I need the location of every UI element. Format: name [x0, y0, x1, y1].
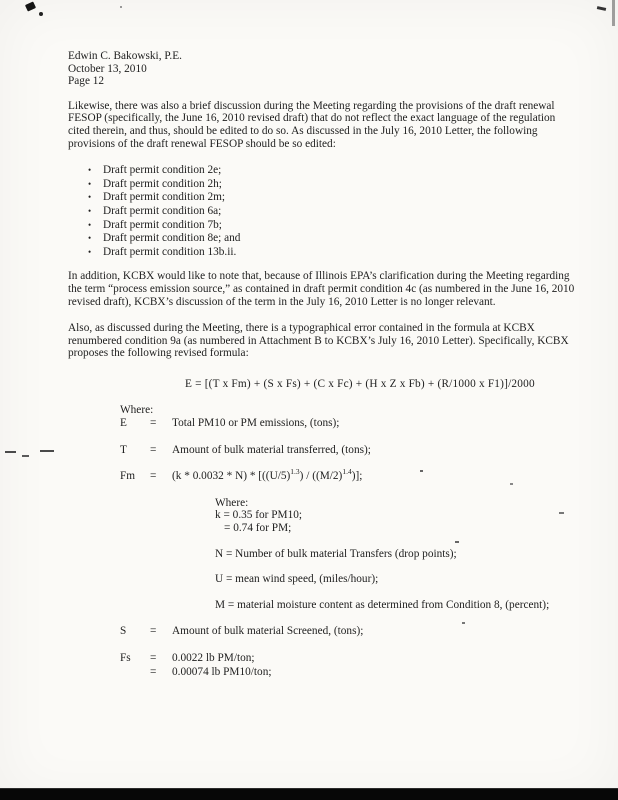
bullet-icon: •: [88, 178, 92, 189]
bullet-text: Draft permit condition 2h;: [103, 177, 222, 190]
definition-M: M = material moisture content as determined from Condition 8, (percent);: [215, 598, 550, 611]
equals-sign: =: [150, 665, 157, 678]
where-label: Where:: [215, 496, 249, 509]
definition-text: 0.00074 lb PM10/ton;: [172, 665, 272, 678]
definition-row-S: [120, 625, 577, 638]
bullet-icon: •: [88, 165, 92, 176]
definition-text: Amount of bulk material Screened, (tons);: [172, 625, 364, 638]
scan-artifact: [39, 12, 43, 16]
bullet-icon: •: [88, 219, 92, 230]
bullet-item: [88, 164, 577, 177]
bullet-item: [88, 205, 577, 218]
bullet-item: [88, 191, 577, 204]
scan-bottom-edge: [0, 788, 618, 800]
page-number: Page 12: [68, 75, 105, 88]
definition-symbol: Fm: [120, 470, 136, 483]
nested-definitions: [215, 497, 577, 612]
bullet-icon: •: [88, 233, 92, 244]
bullet-list: [88, 164, 577, 258]
bullet-text: Draft permit condition 7b;: [103, 218, 222, 231]
equals-sign: =: [150, 417, 157, 430]
where-label: Where:: [120, 404, 154, 417]
definition-text: Total PM10 or PM emissions, (tons);: [172, 417, 340, 430]
scan-artifact: [40, 450, 54, 452]
equals-sign: =: [150, 443, 157, 456]
bullet-text: Draft permit condition 13b.ii.: [103, 245, 237, 258]
letter-date: October 13, 2010: [68, 62, 147, 75]
scan-artifact: [597, 6, 606, 11]
bullet-item: [88, 178, 577, 191]
bullet-icon: •: [88, 192, 92, 203]
definition-symbol: Fs: [120, 652, 131, 664]
bullet-item: [88, 219, 577, 232]
equals-sign: =: [150, 652, 157, 664]
scan-artifact: [612, 0, 615, 26]
bullet-item: [88, 246, 577, 259]
definition-row-T: [120, 444, 577, 457]
revised-formula: E = [(T x Fm) + (S x Fs) + (C x Fc) + (H x Z x Fb) + (R/1000 x F1)]/2000: [185, 377, 535, 390]
letter-content: [68, 50, 577, 679]
bullet-text: Draft permit condition 6a;: [103, 204, 222, 217]
scan-artifact: [25, 1, 36, 11]
fm-exponent-2: 1.4: [342, 467, 352, 477]
paragraph-likewise: Likewise, there was also a brief discussion during the Meeting regarding the provisions of the draft renewal FESOP (specifically, the June 16, 2010 revised draft) that do not reflect the exact language of the regulation cited therein, and thus, should be edited to do so. As discussed in the July 16, 2010 Letter, the following provisions of the draft renewal FESOP should be so edited:: [68, 99, 556, 150]
fm-expression-pre: (k * 0.0032 * N) * [((U/5): [172, 470, 291, 483]
equals-sign: =: [150, 625, 157, 638]
definition-symbol: T: [120, 443, 127, 456]
scan-artifact: [120, 6, 122, 8]
bullet-icon: •: [88, 205, 92, 216]
definition-symbol: [120, 666, 150, 679]
paragraph-also: Also, as discussed during the Meeting, there is a typographical error contained in the formula at KCBX renumbered condition 9a (as numbered in Attachment B to KCBX’s July 16, 2010 Letter). Specifically, KCBX proposes the following revised formula:: [68, 322, 569, 360]
k-value-pm10: k = 0.35 for PM10;: [215, 509, 303, 522]
definition-row-Fs: [120, 652, 577, 665]
equals-sign: =: [150, 470, 157, 483]
definition-symbol: E: [120, 417, 127, 430]
fs-definition-block: [120, 652, 577, 678]
definition-row-E: [120, 417, 577, 430]
scan-artifact: [22, 455, 29, 457]
bullet-text: Draft permit condition 2m;: [103, 191, 226, 204]
fm-exponent-1: 1.3: [290, 467, 300, 477]
definition-U: U = mean wind speed, (miles/hour);: [215, 573, 379, 586]
addressee-name: Edwin C. Bakowski, P.E.: [68, 50, 182, 62]
bullet-item: [88, 232, 577, 245]
fm-expression-post: )];: [351, 470, 363, 483]
bullet-text: Draft permit condition 8e; and: [103, 232, 241, 245]
paragraph-in-addition: In addition, KCBX would like to note that, because of Illinois EPA’s clarification during the Meeting regarding the term “process emission source,” as contained in draft permit condition 4c (as numbered in the June 16, 2010 revised draft), KCBX’s discussion of the term in the July 16, 2010 Letter is no longer relevant.: [68, 270, 575, 308]
fm-expression-mid: ) / ((M/2): [299, 470, 343, 483]
definitions-list: [120, 417, 577, 678]
definition-row-Fs-2: [120, 666, 577, 679]
letter-header: [68, 50, 577, 88]
scan-artifact: [5, 451, 16, 453]
definition-text: 0.0022 lb PM/ton;: [172, 652, 255, 664]
definition-row-Fm: [120, 467, 577, 483]
k-value-pm: = 0.74 for PM;: [224, 522, 292, 535]
bullet-icon: •: [88, 246, 92, 257]
bullet-text: Draft permit condition 2e;: [103, 164, 222, 177]
definition-symbol: S: [120, 625, 127, 638]
definition-N: N = Number of bulk material Transfers (drop points);: [215, 547, 457, 560]
definition-text: Amount of bulk material transferred, (tons);: [172, 443, 371, 456]
definition-text: [172, 467, 577, 483]
